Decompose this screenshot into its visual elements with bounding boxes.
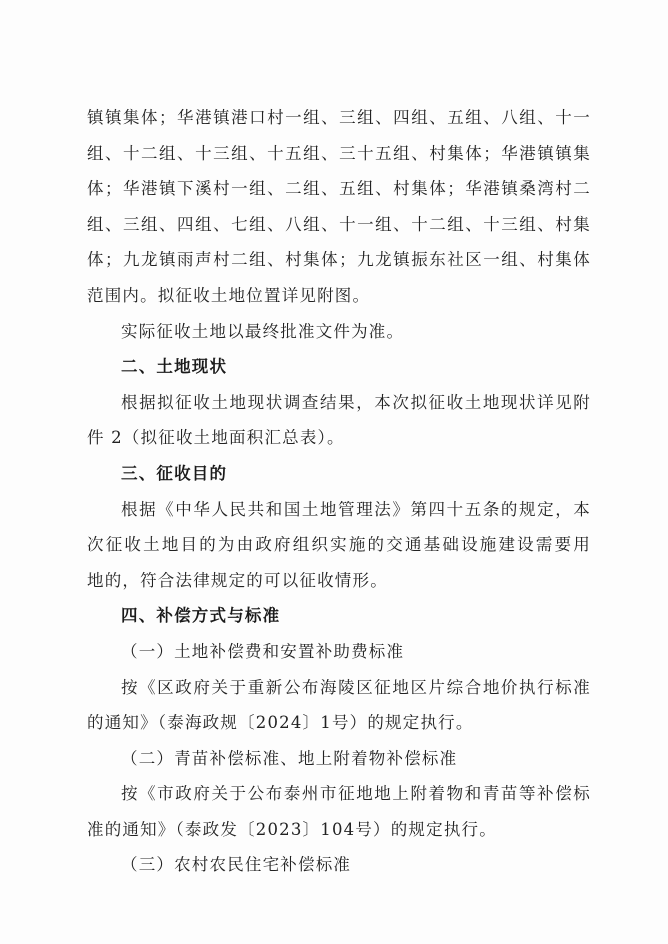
text-line: 体；华港镇下溪村一组、二组、五组、村集体；华港镇桑湾村二: [87, 179, 591, 199]
text-line: 按《市政府关于公布泰州市征地地上附着物和青苗等补偿标: [121, 784, 591, 804]
subheading-land-compensation: （一）土地补偿费和安置补助费标准: [121, 641, 405, 661]
paragraph-final-approval: 实际征收土地以最终批准文件为准。: [121, 321, 405, 341]
subheading-crop-compensation: （二）青苗补偿标准、地上附着物补偿标准: [121, 748, 458, 768]
text-line: 件 2（拟征收土地面积汇总表）。: [87, 428, 345, 448]
text-line: 组、十二组、十三组、十五组、三十五组、村集体；华港镇镇集: [87, 143, 591, 163]
paragraph-land-scope: [87, 100, 591, 314]
text-line: 根据《中华人民共和国土地管理法》第四十五条的规定，本: [121, 499, 591, 519]
text-line: 地的，符合法律规定的可以征收情形。: [87, 570, 388, 590]
paragraph-land-status: [87, 385, 591, 456]
paragraph-land-compensation: [87, 670, 591, 741]
text-line: 根据拟征收土地现状调查结果，本次拟征收土地现状详见附: [121, 392, 591, 412]
section-heading-land-status: 二、土地现状: [121, 357, 228, 377]
document-body: [87, 100, 591, 883]
text-line: 准的通知》（泰政发〔2023〕104号）的规定执行。: [87, 819, 497, 839]
section-heading-purpose: 三、征收目的: [121, 463, 228, 483]
text-line: 镇镇集体；华港镇港口村一组、三组、四组、五组、八组、十一: [87, 108, 591, 127]
text-line: 体；九龙镇雨声村二组、村集体；九龙镇振东社区一组、村集体: [87, 250, 591, 270]
text-line: 的通知》（泰海政规〔2024〕1号）的规定执行。: [87, 713, 474, 733]
section-heading-compensation: 四、补偿方式与标准: [121, 606, 281, 626]
text-line: 范围内。拟征收土地位置详见附图。: [87, 285, 371, 305]
text-line: 按《区政府关于重新公布海陵区征地区片综合地价执行标准: [121, 677, 591, 697]
paragraph-purpose: [87, 492, 591, 599]
text-line: 组、三组、四组、七组、八组、十一组、十二组、十三组、村集: [87, 214, 591, 234]
paragraph-crop-compensation: [87, 776, 591, 847]
subheading-housing-compensation: （三）农村农民住宅补偿标准: [121, 855, 352, 875]
text-line: 次征收土地目的为由政府组织实施的交通基础设施建设需要用: [87, 535, 591, 555]
